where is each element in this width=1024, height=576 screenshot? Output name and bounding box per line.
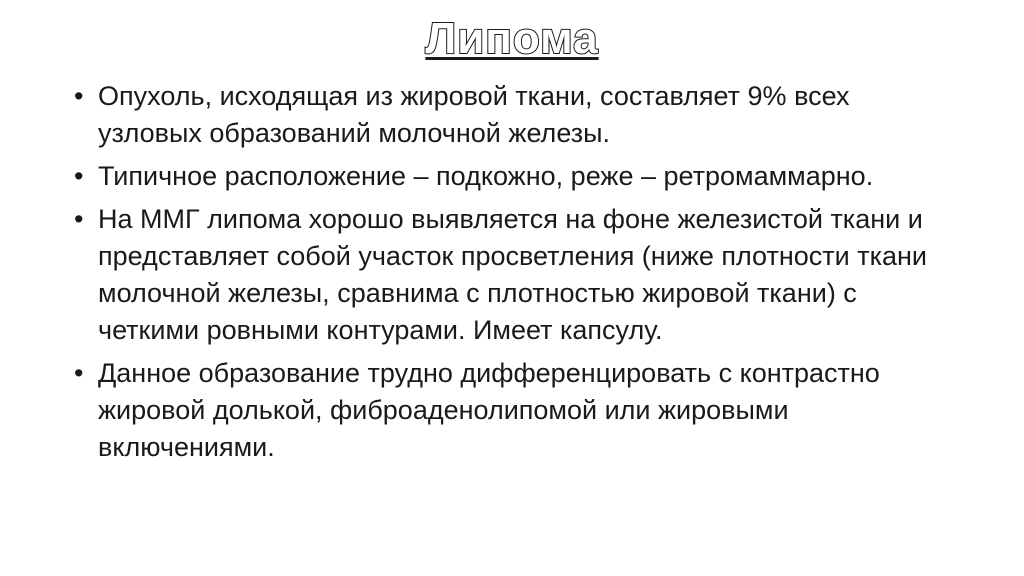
bullet-dot-icon: • [74,358,84,388]
bullet-text: Опухоль, исходящая из жировой ткани, составляет 9% всех узловых образований молочной железы. [98,81,850,148]
bullet-dot-icon: • [74,204,84,234]
bullet-item [70,158,960,195]
bullet-item [70,78,960,152]
bullet-item [70,201,960,349]
slide-title: Липома [425,14,599,63]
bullet-text: На ММГ липома хорошо выявляется на фоне железистой ткани и представляет собой участок просветления (ниже плотности ткани молочной железы, сравнима с плотностью жировой ткани) с четкими ровными контурами. Имеет капсулу. [98,204,927,345]
bullet-text: Данное образование трудно дифференцировать с контрастно жировой долькой, фиброаденолипомой или жировыми включениями. [98,358,880,462]
bullet-text: Типичное расположение – подкожно, реже – ретромаммарно. [98,161,874,191]
bullet-item [70,355,960,466]
bullet-dot-icon: • [74,81,84,111]
bullet-dot-icon: • [74,161,84,191]
bullet-list [70,78,960,472]
